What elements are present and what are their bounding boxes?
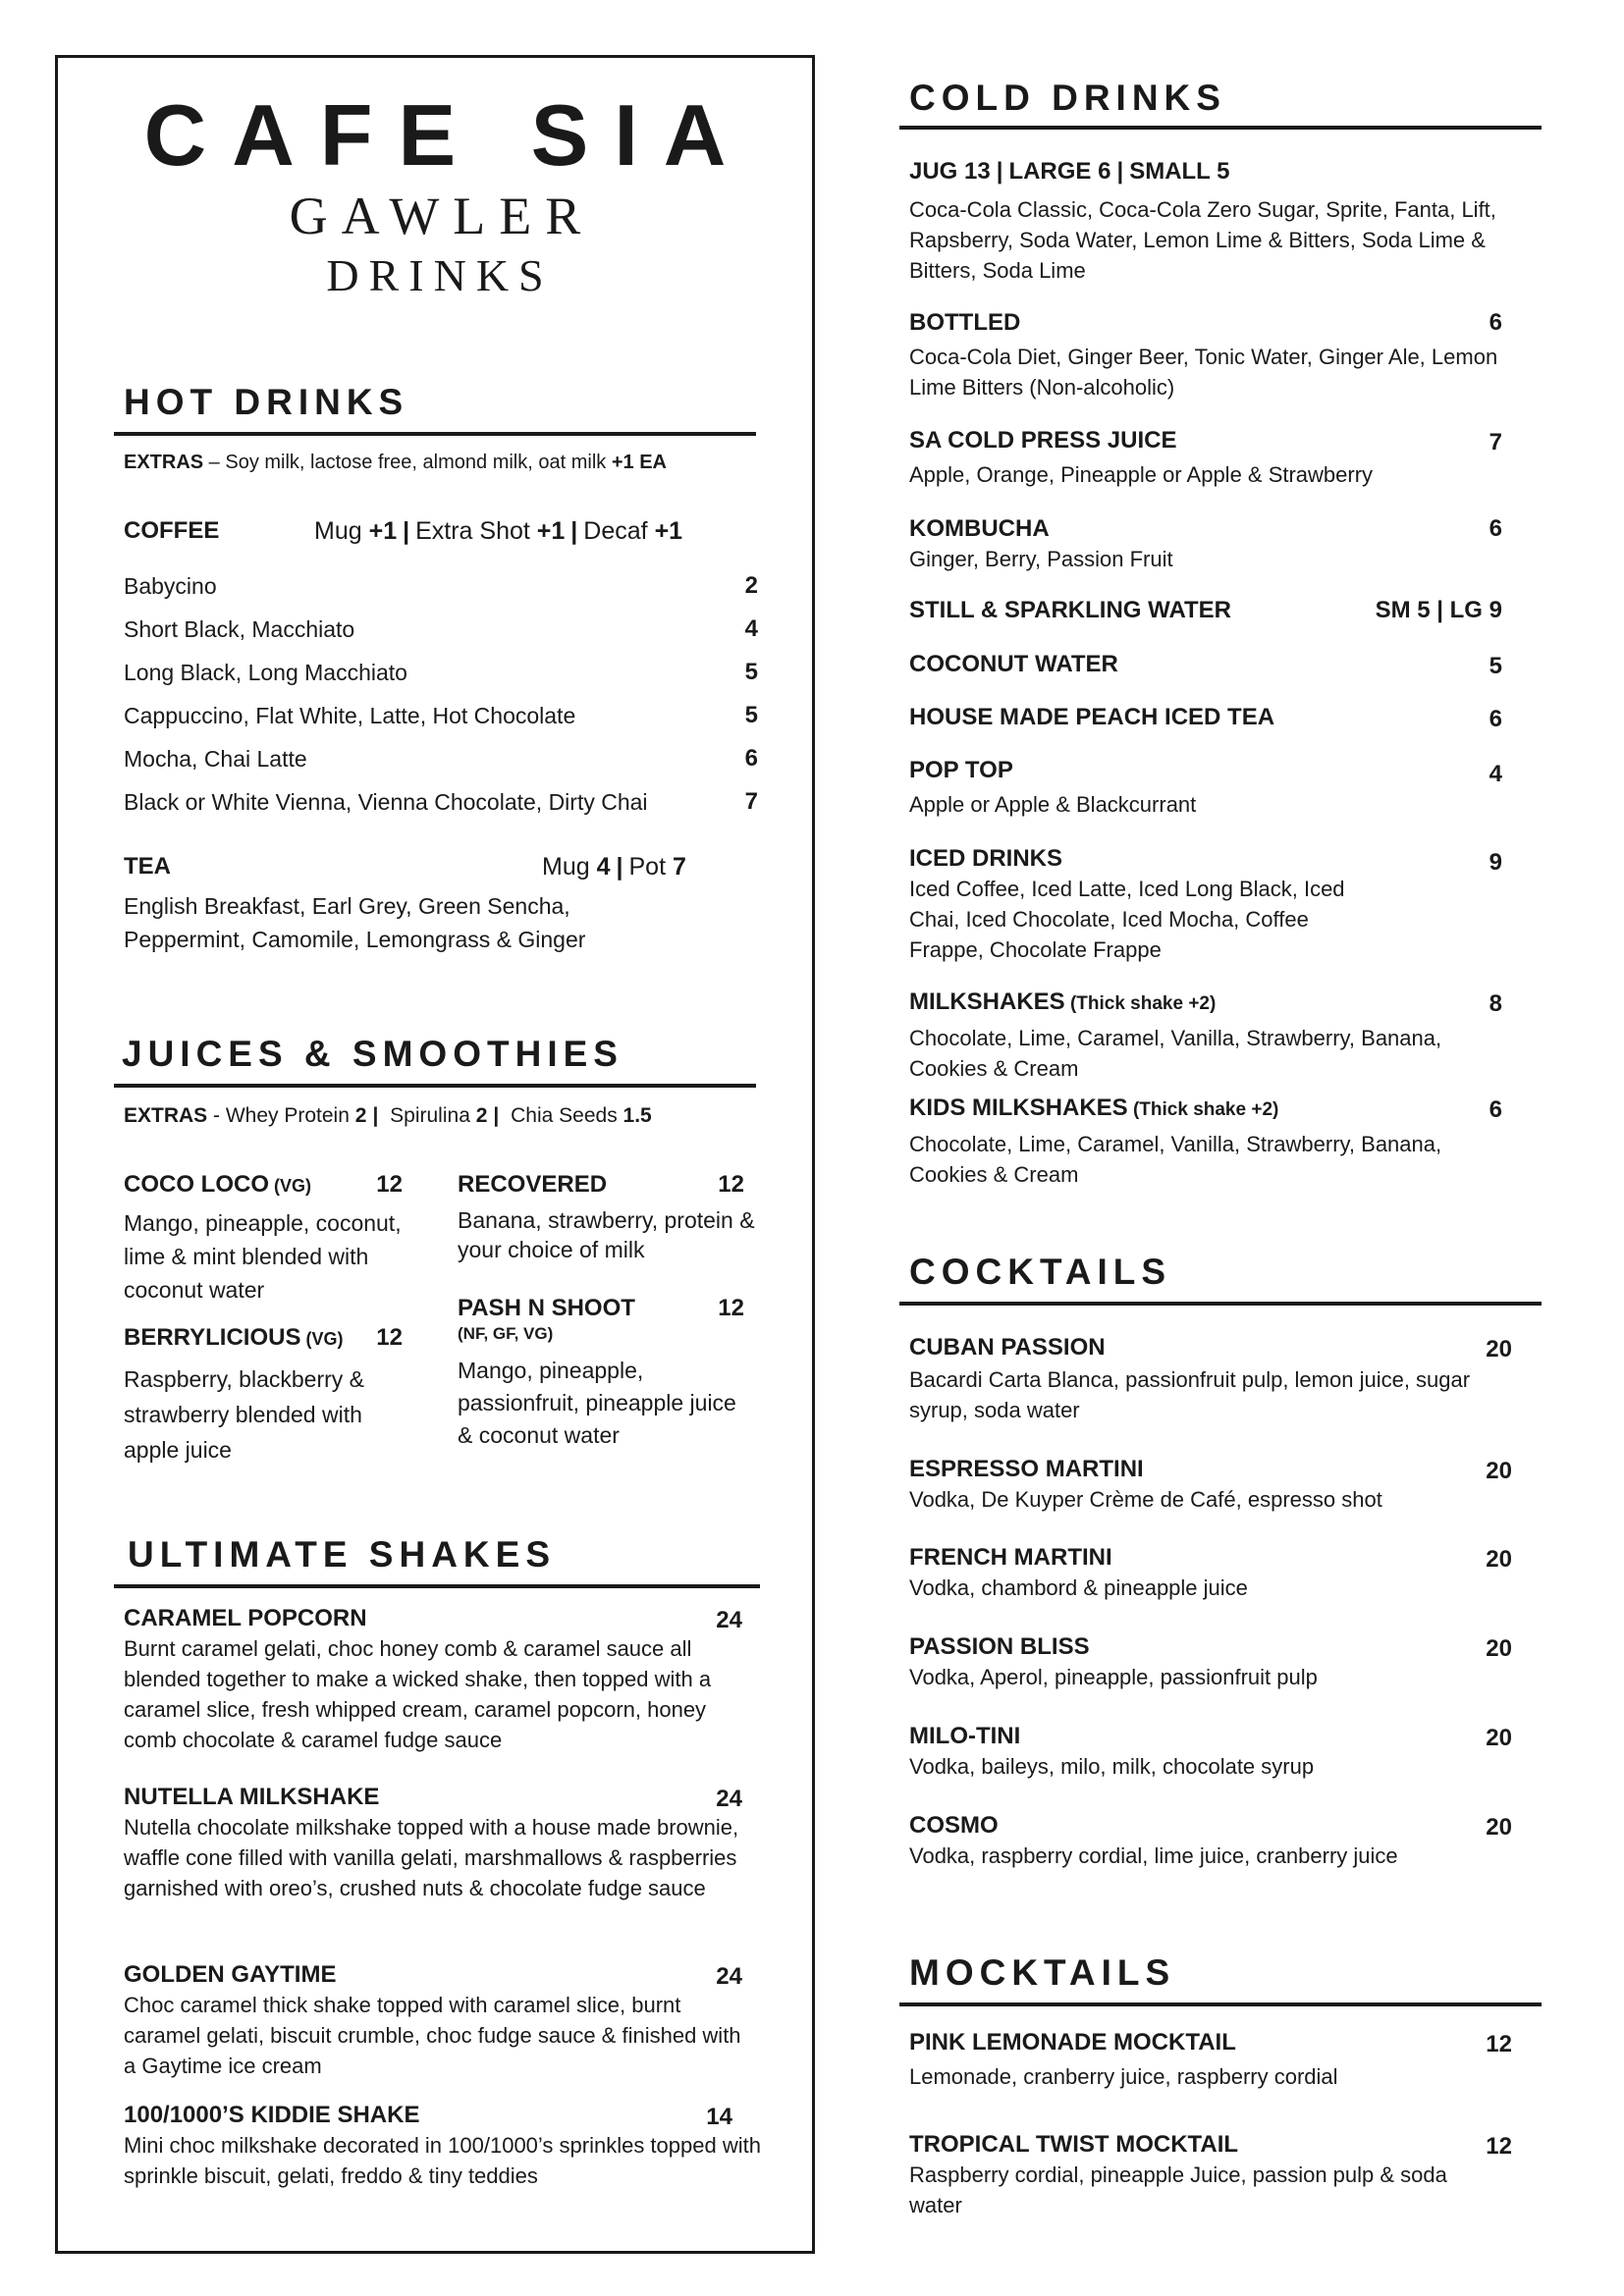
cocktail-description: Vodka, chambord & pineapple juice [909, 1575, 1248, 1600]
juice-price: 12 [718, 1295, 744, 1321]
cocktail-description: Vodka, De Kuyper Crème de Café, espresso shot [909, 1487, 1382, 1512]
mocktail-description: Lemonade, cranberry juice, raspberry cordial [909, 2064, 1338, 2089]
coffee-item-name: Short Black, Macchiato [124, 616, 355, 642]
cocktail-name: COSMO [909, 1812, 999, 1839]
cocktail-description: Vodka, baileys, milo, milk, chocolate syrup [909, 1754, 1315, 1779]
cocktail-item [909, 1333, 1508, 1425]
cold-drink-item [909, 514, 1508, 574]
cocktail-item [909, 1543, 1508, 1603]
cold-drink-price: 6 [1489, 1096, 1502, 1123]
cold-drinks-rule [899, 126, 1542, 130]
cold-drink-price: SM 5 | LG 9 [1375, 597, 1502, 623]
shake-description: Choc caramel thick shake topped with caramel slice, burnt caramel gelati, biscuit crumble, choc fudge sauce & finished with a Gaytime ice cream [124, 1993, 741, 2078]
shake-item [124, 1960, 752, 2081]
juices-extras: EXTRAS - Whey Protein 2 | Spirulina 2 | Chia Seeds 1.5 [124, 1104, 652, 1127]
mocktail-price: 12 [1486, 2133, 1512, 2160]
shake-name: 100/1000’S KIDDIE SHAKE [124, 2102, 420, 2128]
mocktail-name: TROPICAL TWIST MOCKTAIL [909, 2131, 1239, 2158]
cold-drink-description: Iced Coffee, Iced Latte, Iced Long Black, Iced Chai, Iced Chocolate, Iced Mocha, Coffee Frappe, Chocolate Frappe [909, 877, 1345, 962]
cafe-name: CAFE SIA [143, 86, 752, 184]
shake-item [124, 2101, 772, 2191]
juice-description: Mango, pineapple, coconut, lime & mint blended with coconut water [124, 1210, 402, 1303]
cocktail-price: 20 [1486, 1725, 1512, 1751]
juice-name: PASH N SHOOT [458, 1295, 635, 1321]
mocktail-price: 12 [1486, 2031, 1512, 2057]
cocktail-item [909, 1722, 1508, 1782]
coffee-item-price: 5 [744, 659, 758, 685]
cocktail-item [909, 1455, 1508, 1515]
juice-tag: (NF, GF, VG) [458, 1324, 554, 1343]
cold-drink-name: KIDS MILKSHAKES (Thick shake +2) [909, 1095, 1279, 1121]
cocktail-price: 20 [1486, 1814, 1512, 1841]
juices-title: JUICES & SMOOTHIES [122, 1034, 623, 1074]
cold-drink-item [909, 1094, 1459, 1190]
juice-description: Raspberry, blackberry & strawberry blended with apple juice [124, 1366, 364, 1463]
cold-drink-price: 6 [1489, 515, 1502, 542]
juice-name: BERRYLICIOUS (VG) [124, 1324, 344, 1351]
cold-drink-name: BOTTLED [909, 309, 1021, 336]
coffee-item-price: 6 [744, 745, 758, 772]
juices-rule [114, 1084, 756, 1088]
shake-price: 24 [716, 1607, 742, 1633]
cocktail-name: MILO-TINI [909, 1723, 1021, 1749]
coffee-item-name: Mocha, Chai Latte [124, 746, 307, 772]
cocktail-description: Vodka, Aperol, pineapple, passionfruit pulp [909, 1665, 1318, 1689]
juice-description: Banana, strawberry, protein & your choice of milk [458, 1207, 755, 1262]
cold-drink-price: 4 [1489, 761, 1502, 787]
shake-description: Nutella chocolate milkshake topped with a house made brownie, waffle cone filled with vanilla gelati, marshmallows & raspberries garnished with oreo’s, crushed nuts & chocolate fudge sauce [124, 1815, 739, 1900]
hot-drinks-rule [114, 432, 756, 436]
cafe-location: GAWLER [289, 187, 595, 245]
menu-subtitle: DRINKS [326, 250, 554, 300]
cocktails-rule [899, 1302, 1542, 1306]
mocktail-item [909, 2028, 1508, 2092]
cold-drink-name: POP TOP [909, 757, 1013, 783]
cocktail-price: 20 [1486, 1635, 1512, 1662]
soft-drink-sizes: JUG 13 | LARGE 6 | SMALL 5 [909, 158, 1230, 185]
cold-drink-price: 8 [1489, 990, 1502, 1017]
shake-name: GOLDEN GAYTIME [124, 1961, 337, 1988]
cold-drink-name: MILKSHAKES (Thick shake +2) [909, 988, 1217, 1015]
cold-drink-item [909, 844, 1361, 965]
cocktail-item [909, 1811, 1508, 1871]
cold-drink-name: SA COLD PRESS JUICE [909, 427, 1177, 454]
cold-drink-name: ICED DRINKS [909, 845, 1063, 872]
cocktail-name: ESPRESSO MARTINI [909, 1456, 1144, 1482]
hot-drinks-title: HOT DRINKS [124, 382, 409, 422]
shake-name: NUTELLA MILKSHAKE [124, 1784, 380, 1810]
coffee-item-price: 2 [744, 572, 758, 599]
cold-drink-price: 6 [1489, 309, 1502, 336]
mocktails-rule [899, 2002, 1542, 2006]
shake-price: 24 [716, 1786, 742, 1812]
mocktail-item [909, 2130, 1459, 2220]
shake-name: CARAMEL POPCORN [124, 1605, 367, 1631]
tea-label: TEA [124, 853, 171, 880]
coffee-item-price: 7 [744, 788, 758, 815]
coffee-item-price: 4 [744, 615, 758, 642]
cold-drinks-title: COLD DRINKS [909, 78, 1226, 118]
cold-drink-item [909, 756, 1508, 820]
cold-drink-description: Coca-Cola Diet, Ginger Beer, Tonic Water, Ginger Ale, Lemon Lime Bitters (Non-alcoholic) [909, 345, 1498, 400]
cocktail-name: CUBAN PASSION [909, 1334, 1106, 1361]
mocktail-name: PINK LEMONADE MOCKTAIL [909, 2029, 1236, 2056]
juice-description: Mango, pineapple, passionfruit, pineapple juice & coconut water [458, 1358, 736, 1448]
cocktail-name: FRENCH MARTINI [909, 1544, 1112, 1571]
cold-drink-name: COCONUT WATER [909, 651, 1118, 677]
juice-name: COCO LOCO (VG) [124, 1171, 311, 1198]
coffee-item-name: Babycino [124, 573, 217, 599]
cold-drink-item [909, 988, 1459, 1084]
cocktail-description: Bacardi Carta Blanca, passionfruit pulp, lemon juice, sugar syrup, soda water [909, 1367, 1471, 1422]
shakes-rule [114, 1584, 760, 1588]
cold-drink-price: 6 [1489, 706, 1502, 732]
juice-price: 12 [376, 1324, 403, 1351]
mocktail-description: Raspberry cordial, pineapple Juice, passion pulp & soda water [909, 2163, 1447, 2217]
cold-drink-name: STILL & SPARKLING WATER [909, 597, 1231, 623]
cocktails-title: COCKTAILS [909, 1252, 1172, 1292]
juice-name: RECOVERED [458, 1171, 608, 1198]
coffee-item-name: Black or White Vienna, Vienna Chocolate, Dirty Chai [124, 789, 648, 815]
mocktails-title: MOCKTAILS [909, 1952, 1176, 1993]
juice-price: 12 [376, 1171, 403, 1198]
shake-description: Mini choc milkshake decorated in 100/1000’s sprinkles topped with sprinkle biscuit, gelati, freddo & tiny teddies [124, 2133, 761, 2188]
coffee-label: COFFEE [124, 517, 220, 544]
cold-drink-description: Apple or Apple & Blackcurrant [909, 792, 1197, 817]
cocktail-item [909, 1632, 1508, 1692]
cold-drink-price: 9 [1489, 849, 1502, 876]
cocktail-price: 20 [1486, 1458, 1512, 1484]
cocktail-price: 20 [1486, 1336, 1512, 1362]
cold-drink-description: Chocolate, Lime, Caramel, Vanilla, Strawberry, Banana, Cookies & Cream [909, 1132, 1442, 1187]
cold-drink-description: Apple, Orange, Pineapple or Apple & Strawberry [909, 462, 1374, 487]
shake-price: 14 [706, 2104, 732, 2130]
shake-item [124, 1783, 752, 1903]
shake-price: 24 [716, 1963, 742, 1990]
cold-drink-item [909, 426, 1508, 490]
cold-drink-description: Chocolate, Lime, Caramel, Vanilla, Strawberry, Banana, Cookies & Cream [909, 1026, 1442, 1081]
cold-drink-name: KOMBUCHA [909, 515, 1050, 542]
soft-drink-description: Coca-Cola Classic, Coca-Cola Zero Sugar, Sprite, Fanta, Lift, Rapsberry, Soda Water, Lemon Lime & Bitters, Soda Lime & Bitters, Soda Lime [909, 197, 1496, 283]
coffee-item-name: Long Black, Long Macchiato [124, 660, 407, 685]
coffee-item-name: Cappuccino, Flat White, Latte, Hot Chocolate [124, 703, 576, 728]
tea-options: Mug 4 | Pot 7 [542, 853, 686, 881]
cocktail-name: PASSION BLISS [909, 1633, 1090, 1660]
coffee-options: Mug +1 | Extra Shot +1 | Decaf +1 [314, 517, 683, 545]
cold-drink-name: HOUSE MADE PEACH ICED TEA [909, 704, 1275, 730]
hot-drinks-extras: EXTRAS – Soy milk, lactose free, almond milk, oat milk +1 EA [124, 452, 667, 473]
tea-description: English Breakfast, Earl Grey, Green Sencha, Peppermint, Camomile, Lemongrass & Ginger [124, 893, 586, 952]
shake-item [124, 1604, 752, 1755]
cold-drink-price: 7 [1489, 429, 1502, 455]
cocktail-price: 20 [1486, 1546, 1512, 1573]
shakes-title: ULTIMATE SHAKES [128, 1534, 557, 1575]
cold-drink-description: Ginger, Berry, Passion Fruit [909, 547, 1173, 571]
cocktail-description: Vodka, raspberry cordial, lime juice, cranberry juice [909, 1843, 1398, 1868]
coffee-item-price: 5 [744, 702, 758, 728]
cold-drink-item [909, 308, 1508, 402]
cold-drink-price: 5 [1489, 653, 1502, 679]
juice-price: 12 [718, 1171, 744, 1198]
shake-description: Burnt caramel gelati, choc honey comb & caramel sauce all blended together to make a wicked shake, then topped with a caramel slice, fresh whipped cream, caramel popcorn, honey comb chocolate & caramel fudge sauce [124, 1636, 712, 1752]
